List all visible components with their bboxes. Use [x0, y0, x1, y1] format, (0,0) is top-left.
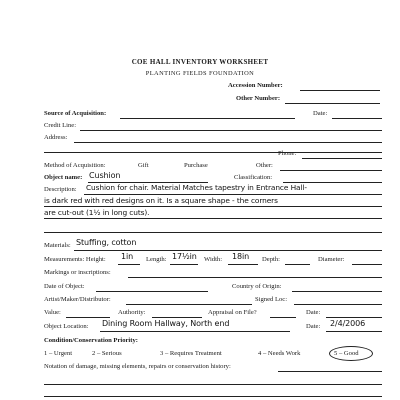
appraisal-label: Appraisal on File?	[208, 309, 257, 316]
notation-field-2[interactable]	[44, 384, 382, 385]
method-purchase-option[interactable]: Purchase	[184, 162, 208, 169]
materials-value: Stuffing, cotton	[76, 238, 137, 247]
materials-label: Materials:	[44, 242, 71, 249]
depth-field[interactable]	[285, 264, 310, 265]
signed-loc-label: Signed Loc:	[255, 296, 288, 303]
address-field-2[interactable]	[44, 152, 382, 153]
value-label: Value:	[44, 309, 61, 316]
object-location-label: Object Location:	[44, 323, 89, 330]
location-date-label: Date:	[306, 323, 321, 330]
condition-priority-label: Condition/Conservation Priority:	[44, 337, 138, 344]
accession-number-label: Accession Number:	[228, 82, 283, 89]
diameter-label: Diameter:	[318, 256, 345, 263]
phone-label: Phone:	[278, 150, 297, 157]
source-date-label: Date:	[313, 110, 328, 117]
description-field-4[interactable]	[44, 232, 382, 233]
authority-label: Authority:	[118, 309, 146, 316]
width-value: 18in	[232, 252, 250, 261]
method-gift-option[interactable]: Gift	[138, 162, 149, 169]
description-line-3: are cut-out (1½ in long cuts).	[44, 208, 150, 217]
markings-field[interactable]	[128, 277, 382, 278]
selected-priority-circle	[329, 346, 373, 361]
diameter-field[interactable]	[352, 264, 382, 265]
source-of-acquisition-label: Source of Acquisition:	[44, 110, 107, 117]
accession-number-field[interactable]	[300, 90, 380, 91]
value-field[interactable]	[66, 317, 110, 318]
artist-maker-label: Artist/Maker/Distributor:	[44, 296, 111, 303]
method-other-label: Other:	[256, 162, 273, 169]
notation-field-3[interactable]	[44, 396, 382, 397]
other-number-field[interactable]	[285, 103, 380, 104]
authority-field[interactable]	[152, 317, 202, 318]
height-value: 1in	[121, 252, 134, 261]
credit-line-label: Credit Line:	[44, 122, 77, 129]
description-field-3[interactable]	[44, 218, 382, 219]
method-other-field[interactable]	[280, 170, 382, 171]
object-location-value: Dining Room Hallway, North end	[102, 319, 230, 328]
other-number-label: Other Number:	[236, 95, 281, 102]
object-name-label: Object name:	[44, 174, 83, 181]
source-of-acquisition-field[interactable]	[120, 118, 295, 119]
notation-field-1[interactable]	[278, 371, 382, 372]
address-field-1[interactable]	[74, 142, 382, 143]
credit-line-field[interactable]	[80, 130, 382, 131]
foundation-name: PLANTING FIELDS FOUNDATION	[145, 70, 255, 77]
width-label: Width:	[204, 256, 223, 263]
date-of-object-label: Date of Object:	[44, 283, 85, 290]
width-field[interactable]	[228, 264, 258, 265]
description-field-2[interactable]	[44, 206, 382, 207]
description-line-1: Cushion for chair. Material Matches tapestry in Entrance Hall-	[86, 183, 307, 192]
signed-loc-field[interactable]	[294, 304, 382, 305]
depth-label: Depth:	[262, 256, 280, 263]
address-label: Address:	[44, 134, 68, 141]
height-field[interactable]	[118, 264, 140, 265]
length-label: Length:	[146, 256, 167, 263]
description-label: Description:	[44, 186, 77, 193]
worksheet-title: COE HALL INVENTORY WORKSHEET	[131, 58, 269, 66]
priority-option-serious[interactable]: 2 – Serious	[92, 350, 122, 357]
description-line-2: is dark red with red designs on it. Is a square shape - the corners	[44, 196, 278, 205]
country-of-origin-label: Country of Origin:	[232, 283, 282, 290]
priority-option-requires-treatment[interactable]: 3 – Requires Treatment	[160, 350, 222, 357]
appraisal-field[interactable]	[270, 317, 296, 318]
priority-option-urgent[interactable]: 1 – Urgent	[44, 350, 73, 357]
object-location-field[interactable]	[100, 331, 290, 332]
length-value: 17½in	[172, 252, 197, 261]
artist-maker-field[interactable]	[126, 304, 252, 305]
notation-label: Notation of damage, missing elements, repairs or conservation history:	[44, 363, 231, 370]
location-date-field[interactable]	[326, 331, 382, 332]
length-field[interactable]	[170, 264, 198, 265]
markings-label: Markings or inscriptions:	[44, 269, 111, 276]
measurements-height-label: Measurements: Height:	[44, 256, 106, 263]
object-name-value: Cushion	[89, 171, 121, 180]
phone-field[interactable]	[302, 158, 382, 159]
priority-option-good[interactable]: 5 – Good	[334, 350, 359, 357]
location-date-value: 2/4/2006	[330, 319, 366, 328]
date-of-object-field[interactable]	[96, 291, 208, 292]
method-of-acquisition-label: Method of Acquisition:	[44, 162, 106, 169]
classification-label: Classification:	[234, 174, 273, 181]
country-of-origin-field[interactable]	[292, 291, 382, 292]
appraisal-date-label: Date:	[306, 309, 321, 316]
priority-option-needs-work[interactable]: 4 – Needs Work	[258, 350, 301, 357]
description-field-1[interactable]	[84, 194, 382, 195]
materials-field[interactable]	[74, 250, 382, 251]
appraisal-date-field[interactable]	[326, 317, 382, 318]
source-date-field[interactable]	[332, 118, 382, 119]
